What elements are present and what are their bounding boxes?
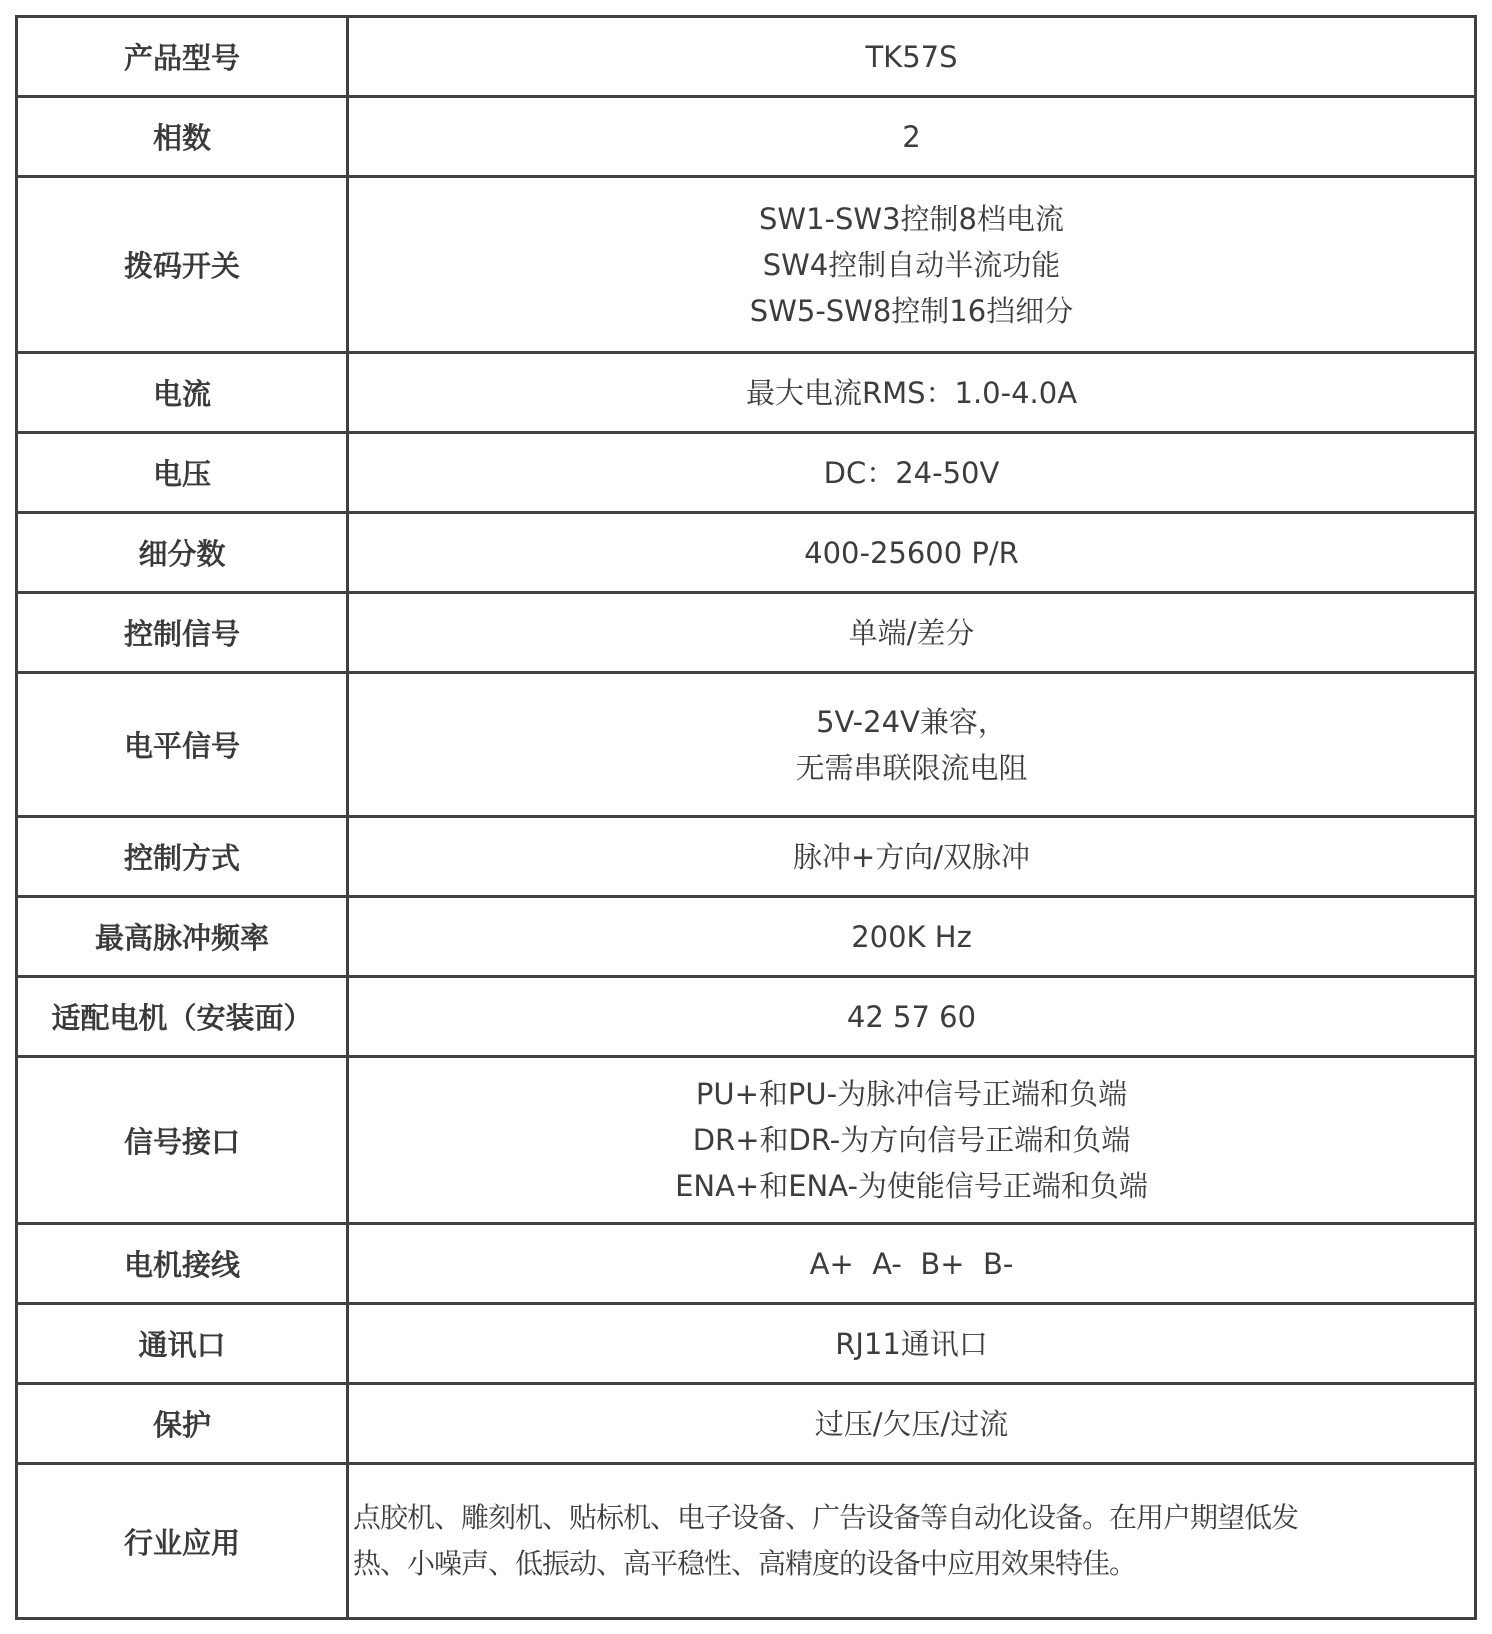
table-row-phases [17, 97, 1476, 177]
table-row-control-mode [17, 817, 1476, 897]
value-line: RJ11通讯口 [835, 1326, 988, 1361]
value-cell [348, 1384, 1476, 1464]
label-cell: 行业应用 [17, 1464, 348, 1619]
value-cell [348, 593, 1476, 673]
value-cell [348, 817, 1476, 897]
value-cell [348, 673, 1476, 817]
label-cell: 相数 [17, 97, 348, 177]
label-cell: 产品型号 [17, 17, 348, 97]
table-row-control-signal [17, 593, 1476, 673]
value-line: SW4控制自动半流功能 [762, 247, 1061, 282]
value-cell [348, 1224, 1476, 1304]
table-row-comm-port [17, 1304, 1476, 1384]
table-row-protection [17, 1384, 1476, 1464]
value-line: DR+和DR-为方向信号正端和负端 [692, 1123, 1131, 1157]
label-cell: 最高脉冲频率 [17, 897, 348, 977]
label-cell: 电平信号 [17, 673, 348, 817]
label-cell: 保护 [17, 1384, 348, 1464]
table-row-current [17, 353, 1476, 433]
table-row-signal-interface [17, 1057, 1476, 1224]
value-cell [348, 1057, 1476, 1224]
value-cell [348, 897, 1476, 977]
label-cell: 控制方式 [17, 817, 348, 897]
value-line: 最大电流RMS：1.0-4.0A [745, 375, 1078, 410]
value-cell [348, 1464, 1476, 1619]
value-line: SW1-SW3控制8档电流 [759, 201, 1064, 236]
value-line: 无需串联限流电阻 [795, 750, 1028, 785]
table-row-max-pulse-freq [17, 897, 1476, 977]
value-cell [348, 977, 1476, 1057]
table-row-dip-switch [17, 177, 1476, 353]
table-row-compatible-motor [17, 977, 1476, 1057]
value-cell [348, 177, 1476, 353]
table-row-applications [17, 1464, 1476, 1619]
value-line: DC：24-50V [823, 455, 1000, 490]
value-line: PU+和PU-为脉冲信号正端和负端 [695, 1077, 1128, 1111]
label-cell: 电压 [17, 433, 348, 513]
value-line: 单端/差分 [848, 615, 975, 650]
value-line: 42 57 60 [846, 999, 977, 1034]
table-row-voltage [17, 433, 1476, 513]
value-line: 点胶机、雕刻机、贴标机、电子设备、广告设备等自动化设备。在用户期望低发 [353, 1501, 1299, 1534]
value-line: 5V-24V兼容， [816, 704, 1007, 739]
value-line: ENA+和ENA-为使能信号正端和负端 [675, 1169, 1148, 1203]
label-cell: 控制信号 [17, 593, 348, 673]
label-cell: 拨码开关 [17, 177, 348, 353]
value-cell [348, 353, 1476, 433]
value-cell [348, 433, 1476, 513]
label-cell: 适配电机（安装面） [17, 977, 348, 1057]
label-cell: 通讯口 [17, 1304, 348, 1384]
value-cell [348, 17, 1476, 97]
table-row-microstep [17, 513, 1476, 593]
value-cell [348, 97, 1476, 177]
spec-table [15, 15, 1477, 1620]
label-cell: 电流 [17, 353, 348, 433]
label-cell: 信号接口 [17, 1057, 348, 1224]
value-line: TK57S [865, 39, 958, 74]
label-cell: 电机接线 [17, 1224, 348, 1304]
value-line: 400-25600 P/R [804, 535, 1019, 570]
value-line: A+ A- B+ B- [809, 1246, 1014, 1281]
table-row-motor-wiring [17, 1224, 1476, 1304]
value-cell [348, 513, 1476, 593]
table-row-model [17, 17, 1476, 97]
value-line: 脉冲+方向/双脉冲 [792, 839, 1031, 874]
value-line: SW5-SW8控制16挡细分 [749, 293, 1074, 328]
value-line: 2 [902, 119, 921, 154]
value-line: 热、小噪声、低振动、高平稳性、高精度的设备中应用效果特佳。 [353, 1547, 1137, 1580]
label-cell: 细分数 [17, 513, 348, 593]
value-cell [348, 1304, 1476, 1384]
table-row-level-signal [17, 673, 1476, 817]
value-line: 过压/欠压/过流 [814, 1406, 1009, 1441]
value-line: 200K Hz [851, 919, 972, 954]
